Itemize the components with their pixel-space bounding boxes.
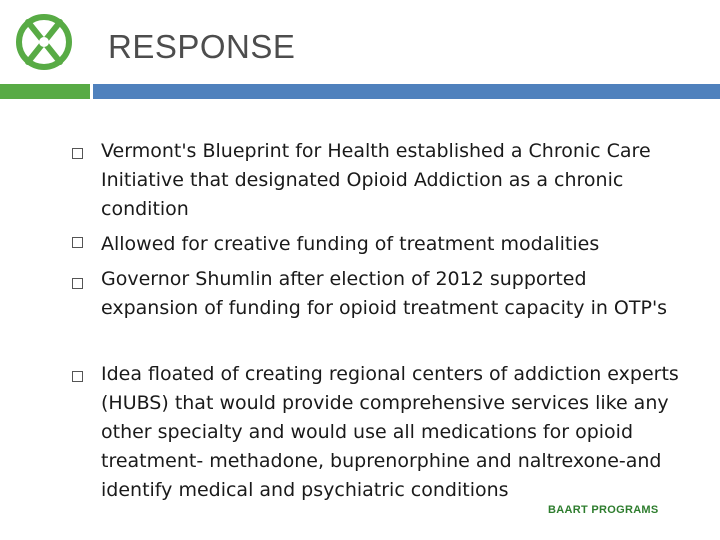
hollow-square-bullet-icon — [72, 148, 83, 159]
header-accent-blue-bar — [93, 84, 720, 99]
slide-title: RESPONSE — [108, 28, 296, 65]
bullet-text: Idea floated of creating regional centers of addiction experts (HUBS) that would provide comprehensive services like any other specialty and would use all medications for opioid treatment- methadone, buprenorphine and naltrexone-and identify medical and psychiatric conditions — [101, 363, 679, 501]
hollow-square-bullet-icon — [72, 278, 83, 289]
bullet-text: Governor Shumlin after election of 2012 supported expansion of funding for opioid treatment capacity in OTP's — [101, 268, 668, 319]
bullet-text: Allowed for creative funding of treatment modalities — [101, 233, 600, 255]
footer-brand: BAART PROGRAMS — [548, 504, 659, 516]
organization-logo-icon — [14, 12, 74, 72]
bullet-text: Vermont's Blueprint for Health established a Chronic Care Initiative that designated Opioid Addiction as a chronic condition — [101, 140, 651, 220]
hollow-square-bullet-icon — [72, 237, 83, 248]
hollow-square-bullet-icon — [72, 371, 83, 382]
header-accent-green — [0, 84, 90, 99]
